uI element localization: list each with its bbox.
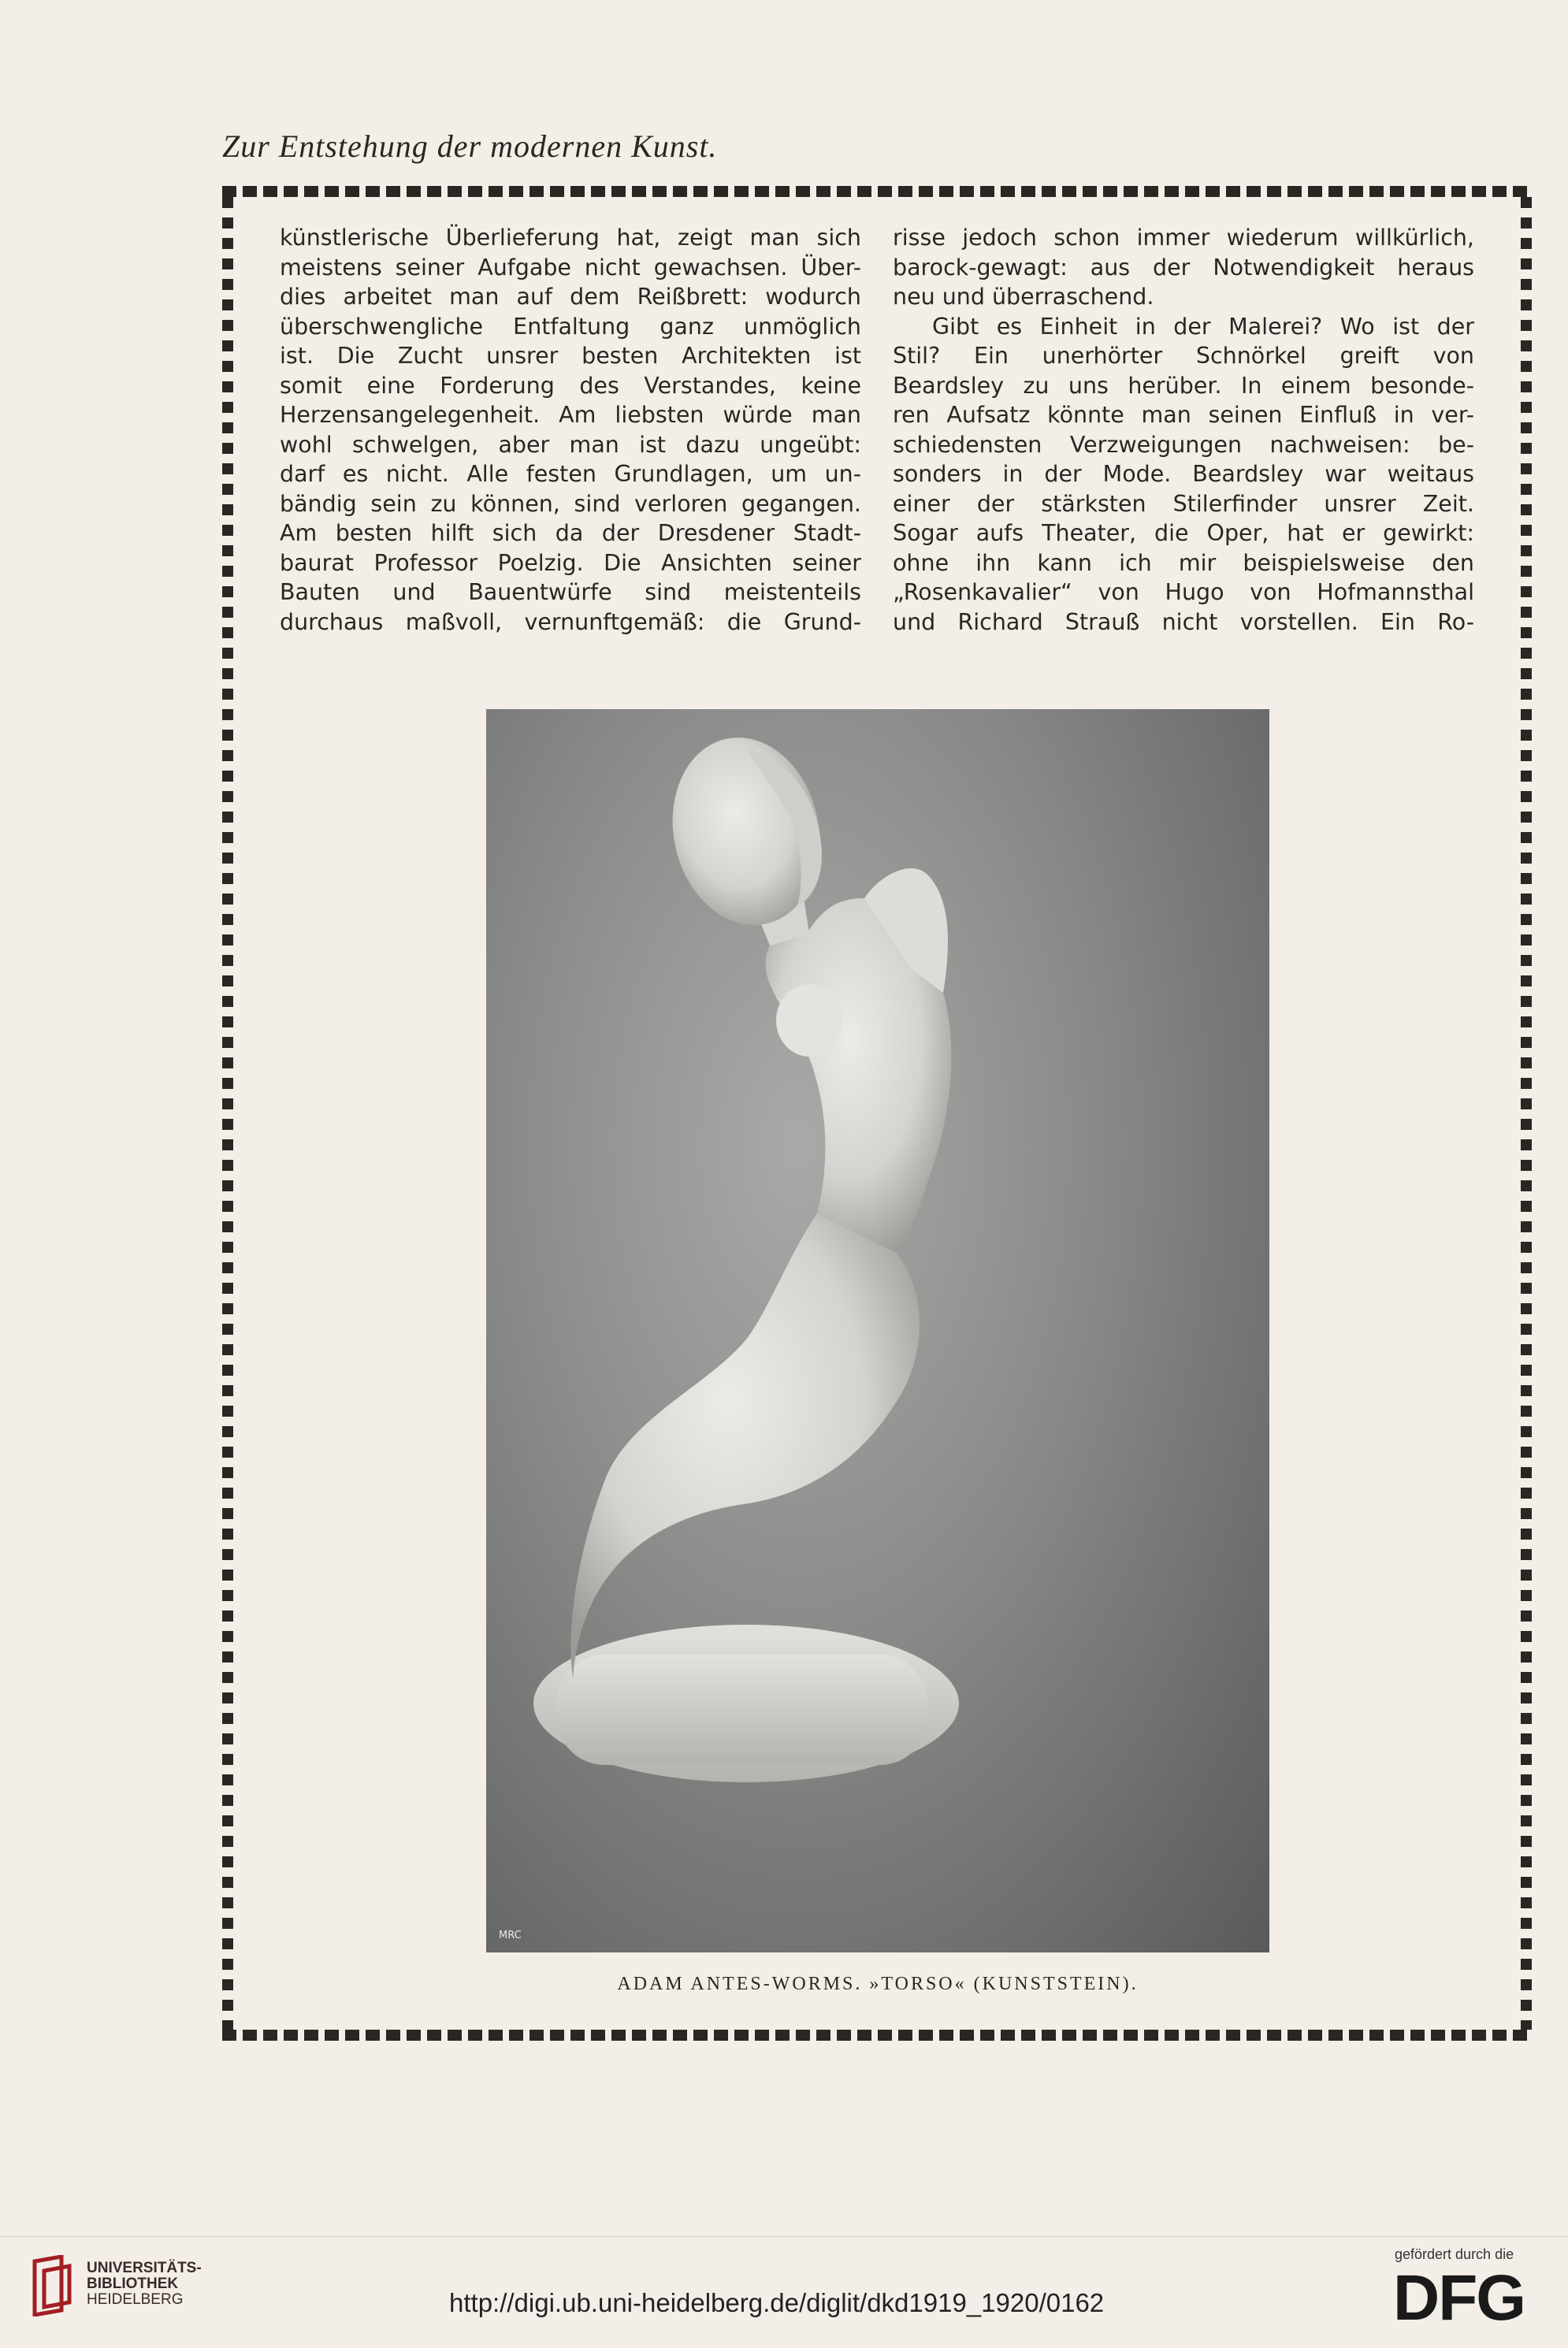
figure-caption: ADAM ANTES-WORMS. »TORSO« (KUNSTSTEIN). (617, 1974, 1139, 1994)
text-line: risse jedoch schon immer wiederum willkürlich, (893, 225, 1474, 251)
library-name-line: BIBLIOTHEK (87, 2276, 179, 2292)
decorative-border-top (222, 186, 1532, 197)
photo-engraver-mark: MRC (499, 1930, 522, 1941)
text-column-right (893, 223, 1474, 637)
text-line: durchaus maßvoll, vernunftgemäß: die Grund- (280, 608, 861, 635)
text-line: Bauten und Bauentwürfe sind meistenteils (280, 579, 861, 605)
text-line: baurat Professor Poelzig. Die Ansichten seiner (280, 549, 861, 576)
text-line: Beardsley zu uns herüber. In einem besonde- (893, 372, 1474, 399)
text-column-left (280, 223, 861, 637)
text-line: sonders in der Mode. Beardsley war weitaus (893, 461, 1474, 487)
library-logo-icon (30, 2255, 77, 2316)
text-line: einer der stärksten Stilerfinder unsrer Zeit. (893, 490, 1474, 517)
library-name (87, 2261, 202, 2308)
text-line: Sogar aufs Theater, die Oper, hat er gewirkt: (893, 520, 1474, 546)
text-line: schiedensten Verzweigungen nachweisen: be- (893, 431, 1474, 458)
text-line: künstlerische Überlieferung hat, zeigt man sich (280, 225, 861, 251)
page-title: Zur Entstehung der modernen Kunst. (222, 128, 718, 164)
text-line: und Richard Strauß nicht vorstellen. Ein Ro- (893, 608, 1474, 635)
text-line: überschwengliche Entfaltung ganz unmöglich (280, 313, 861, 340)
text-line: dies arbeitet man auf dem Reißbrett: wodurch (280, 284, 861, 310)
funding-text: gefördert durch die (1395, 2246, 1514, 2262)
text-line: darf es nicht. Alle festen Grundlagen, um un- (280, 461, 861, 487)
text-line: somit eine Forderung des Verstandes, keine (280, 372, 861, 399)
dfg-logo: DFG (1393, 2262, 1525, 2334)
footer-divider (0, 2236, 1568, 2237)
text-line: ohne ihn kann ich mir beispielsweise den (893, 549, 1474, 576)
text-line: meistens seiner Aufgabe nicht gewachsen. Über- (280, 254, 861, 280)
text-line: Herzensangelegenheit. Am liebsten würde man (280, 402, 861, 428)
library-name-line: HEIDELBERG (87, 2291, 184, 2308)
text-line: ren Aufsatz könnte man seinen Einfluß in ver- (893, 402, 1474, 428)
sculpture-photograph (486, 709, 1269, 1952)
text-line: „Rosenkavalier“ von Hugo von Hofmannsthal (893, 579, 1474, 605)
text-line: bändig sein zu können, sind verloren gegangen. (280, 490, 861, 517)
text-line: Am besten hilft sich da der Dresdener Stadt- (280, 520, 861, 546)
text-line: Gibt es Einheit in der Malerei? Wo ist der (932, 313, 1474, 340)
torso-sculpture (486, 709, 1269, 1952)
decorative-border-right (1521, 197, 1532, 2030)
decorative-border-left (222, 197, 233, 2030)
decorative-border-bottom (222, 2030, 1532, 2041)
text-line: barock-gewagt: aus der Notwendigkeit heraus (893, 254, 1474, 280)
library-name-line: UNIVERSITÄTS- (87, 2260, 202, 2276)
source-url-link[interactable]: http://digi.ub.uni-heidelberg.de/diglit/dkd1919_1920/0162 (449, 2288, 1105, 2317)
text-line: Stil? Ein unerhörter Schnörkel greift von (893, 343, 1474, 369)
text-line: ist. Die Zucht unsrer besten Architekten ist (280, 343, 861, 369)
text-line: neu und überraschend. (893, 284, 1154, 310)
text-line: wohl schwelgen, aber man ist dazu ungeübt: (280, 431, 861, 458)
